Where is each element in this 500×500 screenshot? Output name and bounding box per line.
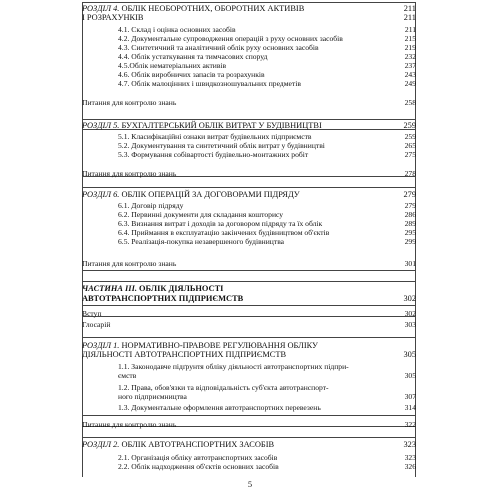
toc-entry-title: [118, 25, 236, 34]
toc-entry-page: 305: [404, 371, 416, 380]
toc-entry-text: ОБЛІК ОПЕРАЦІЙ ЗА ДОГОВОРАМИ ПІДРЯДУ: [119, 190, 300, 199]
toc-entry-text: АВТОТРАНСПОРТНИХ ПІДПРИЄМСТВ: [82, 294, 244, 303]
toc-entry-page: 314: [404, 403, 416, 412]
toc-entry-title: [82, 284, 223, 293]
toc-entry: [82, 350, 416, 359]
toc-entry-text: БУХГАЛТЕРСЬКИЙ ОБЛІК ВИТРАТ У БУДІВНИЦТВІ: [119, 121, 322, 130]
toc-entry-page: 259: [403, 121, 416, 130]
toc-entry-page: 323: [403, 440, 416, 449]
toc-entry-title: [118, 237, 284, 246]
toc-entry-text: 1.3. Документальне оформлення автотранспортних перевезень: [118, 403, 321, 412]
toc-entry-title: [118, 52, 267, 61]
toc-entry: [82, 190, 416, 199]
toc-entry-prefix: РОЗДІЛ 1.: [82, 341, 120, 350]
toc-entry-title: [118, 61, 226, 70]
toc-entry-title: [82, 121, 322, 130]
toc-entry-text: ОБЛІК НЕОБОРОТНИХ, ОБОРОТНИХ АКТИВІВ: [119, 4, 305, 13]
toc-entry: [82, 341, 416, 350]
toc-entry-text: 2.1. Організація обліку автотранспортних засобів: [118, 453, 278, 462]
toc-entry-page: 237: [404, 61, 416, 70]
toc-entry: [82, 169, 416, 178]
toc-entry: [82, 462, 416, 471]
toc-entry: [82, 392, 416, 401]
toc-entry: [82, 440, 416, 449]
toc-entry-title: [118, 383, 329, 392]
toc-entry: [82, 320, 416, 329]
toc-entry-text: 4.7. Облік малоцінних і швидкозношувальних предметів: [118, 79, 301, 88]
toc-entry-text: 1.1. Законодавче підґрунтя обліку діяльності автотранспортних підпри-: [118, 362, 349, 371]
toc-entry-text: 4.6. Облік виробничих запасів та розрахунків: [118, 70, 265, 79]
toc-entry-title: [118, 462, 279, 471]
toc-entry-page: 302: [404, 309, 416, 318]
toc-entry-title: [118, 210, 283, 219]
toc-entry-page: 323: [404, 453, 416, 462]
toc-entry-title: [82, 98, 176, 107]
toc-entry-page: 211: [403, 4, 416, 13]
toc-entry-text: 6.2. Первинні документи для складання кошторису: [118, 210, 284, 219]
toc-entry-text: 6.3. Визнання витрат і доходів за договором підряду та їх облік: [118, 219, 323, 228]
toc-entry-text: ОБЛІК ДІЯЛЬНОСТІ: [136, 284, 224, 293]
toc-entry-text: Вступ: [82, 309, 102, 318]
toc-entry-page: 279: [403, 190, 416, 199]
toc-entry: [82, 43, 416, 52]
toc-entry-prefix: РОЗДІЛ 5.: [82, 121, 120, 130]
toc-entry-prefix: РОЗДІЛ 2.: [82, 440, 120, 449]
toc-entry-page: 259: [404, 132, 416, 141]
toc-entry-text: І РОЗРАХУНКІВ: [82, 13, 144, 22]
toc-entry-page: 299: [404, 237, 416, 246]
toc-entry-title: [118, 219, 322, 228]
toc-entry-page: 215: [404, 34, 416, 43]
toc-entry: [82, 219, 416, 228]
toc-entry-text: 6.4. Приймання в експлуатацію закінчених будівництвом об'єктів: [118, 228, 330, 237]
toc-entry-page: 326: [404, 462, 416, 471]
toc-entry-text: Питання для контролю знань: [82, 98, 177, 107]
toc-entry-text: 1.2. Права, обов'язки та відповідальність суб'єкта автотранспорт-: [118, 383, 329, 392]
toc-entry-text: 2.2. Облік надходження об'єктів основних засобів: [118, 462, 279, 471]
page-number: 5: [247, 480, 253, 489]
toc-entry-page: 303: [404, 320, 416, 329]
rule: [82, 415, 416, 416]
toc-entry-title: [82, 320, 110, 329]
toc-entry-title: [82, 169, 176, 178]
toc-entry: [82, 294, 416, 303]
toc-entry-page: 219: [404, 43, 416, 52]
toc-entry-text: Питання для контролю знань: [82, 259, 177, 268]
toc-entry: [82, 150, 416, 159]
toc-entry-title: [118, 132, 312, 141]
toc-entry: [82, 371, 416, 380]
toc-entry-text: 6.1. Договір підряду: [118, 201, 184, 210]
toc-entry: [82, 383, 416, 392]
toc-entry-text: 4.5.Облік нематеріальних активів: [118, 61, 227, 70]
toc-entry-page: 279: [404, 201, 416, 210]
toc-entry-title: [82, 259, 176, 268]
toc-entry: [82, 25, 416, 34]
toc-entry-text: 5.2. Документування та синтетичний облік витрат у будівництві: [118, 141, 325, 150]
toc-entry-title: [82, 341, 318, 350]
toc-entry: [82, 132, 416, 141]
toc-entry-text: ного підприємництва: [118, 392, 187, 401]
toc-entry-title: [118, 43, 319, 52]
toc-entry-page: 295: [404, 228, 416, 237]
toc-entry-title: [118, 403, 321, 412]
toc-entry: [82, 61, 416, 70]
toc-entry-page: 301: [404, 259, 416, 268]
toc-entry-text: 4.3. Синтетичний та аналітичний облік руху основних засобів: [118, 43, 319, 52]
toc-entry: [82, 210, 416, 219]
toc-entry-text: ОБЛІК АВТОТРАНСПОРТНИХ ЗАСОБІВ: [119, 440, 275, 449]
toc-entry: [82, 121, 416, 130]
toc-entry: [82, 362, 416, 371]
toc-entry-title: [118, 141, 325, 150]
toc-entry: [82, 13, 416, 22]
toc-entry: [82, 70, 416, 79]
toc-entry-title: [82, 309, 102, 318]
toc-entry-text: ємств: [118, 371, 137, 380]
toc-entry: [82, 201, 416, 210]
toc-entry-page: 307: [404, 392, 416, 401]
toc-entry-page: 258: [404, 98, 416, 107]
toc-entry-title: [118, 228, 329, 237]
toc-entry-text: 5.3. Формування собівартості будівельно-монтажних робіт: [118, 150, 309, 159]
toc-entry-title: [82, 350, 286, 359]
toc-entry-page: 322: [404, 420, 416, 429]
toc-entry-page: 286: [404, 210, 416, 219]
toc-entry: [82, 284, 416, 293]
toc-entry-text: НОРМАТИВНО-ПРАВОВЕ РЕГУЛЮВАННЯ ОБЛІКУ: [119, 341, 318, 350]
toc-entry-title: [118, 150, 308, 159]
toc-entry-text: Глосарій: [82, 320, 111, 329]
toc-entry-prefix: РОЗДІЛ 6.: [82, 190, 120, 199]
toc-entry-title: [118, 70, 265, 79]
toc-entry-title: [118, 392, 187, 401]
toc-entry-page: 305: [403, 350, 416, 359]
toc-entry-text: Питання для контролю знань: [82, 420, 177, 429]
toc-entry: [82, 403, 416, 412]
toc-entry-page: 232: [404, 52, 416, 61]
toc-entry-title: [118, 362, 349, 371]
toc-entry-title: [82, 4, 304, 13]
toc-entry-page: 211: [404, 25, 416, 34]
toc-entry: [82, 52, 416, 61]
toc-entry: [82, 79, 416, 88]
toc-entry-page: 243: [404, 70, 416, 79]
toc-entry-text: 4.4. Облік устаткування та тимчасових споруд: [118, 52, 268, 61]
toc-entry-prefix: РОЗДІЛ 4.: [82, 4, 120, 13]
toc-entry-text: ДІЯЛЬНОСТІ АВТОТРАНСПОРТНИХ ПІДПРИЄМСТВ: [82, 350, 287, 359]
toc-entry-page: 211: [403, 13, 416, 22]
toc-entry-title: [118, 371, 136, 380]
toc-entry: [82, 453, 416, 462]
toc-entry-title: [82, 294, 243, 303]
rule: [82, 305, 416, 306]
toc-entry-title: [118, 201, 183, 210]
toc-entry: [82, 34, 416, 43]
toc-entry: [82, 98, 416, 107]
toc-entry-title: [82, 440, 274, 449]
toc-entry: [82, 141, 416, 150]
toc-entry-text: 5.1. Класифікаційні ознаки витрат будівельних підприємств: [118, 132, 312, 141]
toc-entry-page: 302: [403, 294, 416, 303]
toc-entry-prefix: ЧАСТИНА III.: [82, 284, 137, 293]
toc-entry: [82, 259, 416, 268]
toc-entry: [82, 309, 416, 318]
toc-entry: [82, 228, 416, 237]
toc-entry-page: 265: [404, 141, 416, 150]
toc-entry: [82, 4, 416, 13]
toc-entry-title: [118, 79, 301, 88]
toc-entry-text: 4.1. Склад і оцінка основних засобів: [118, 25, 236, 34]
toc-entry-title: [82, 190, 300, 199]
toc-entry-title: [118, 34, 343, 43]
toc-entry-title: [82, 13, 144, 22]
toc-entry-text: 4.2. Документальне супроводження операцій з руху основних засобів: [118, 34, 343, 43]
toc-entry-page: 278: [404, 169, 416, 178]
toc-entry-page: 249: [404, 79, 416, 88]
toc-entry-text: Питання для контролю знань: [82, 169, 177, 178]
toc-entry: [82, 237, 416, 246]
rule: [82, 270, 416, 271]
toc-entry: [82, 420, 416, 429]
toc-entry-page: 289: [404, 219, 416, 228]
toc-entry-page: 275: [404, 150, 416, 159]
toc-entry-title: [118, 453, 277, 462]
toc-entry-title: [82, 420, 176, 429]
toc-entry-text: 6.5. Реалізація-покупка незавершеного будівництва: [118, 237, 285, 246]
